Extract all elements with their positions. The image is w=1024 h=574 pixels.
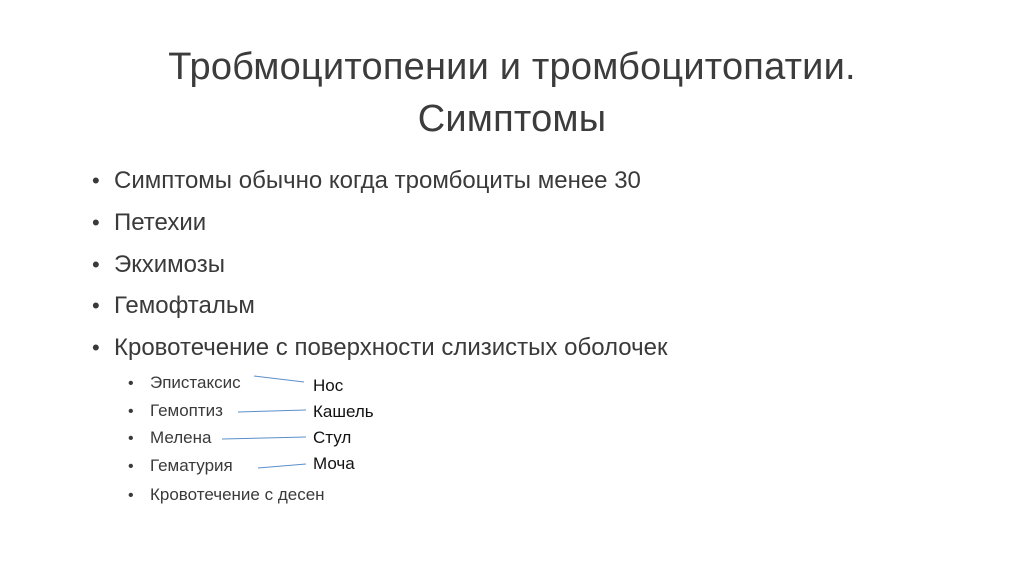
- bullet-item: [92, 250, 225, 280]
- bullet-dot-icon: •: [92, 335, 100, 360]
- bullet-item: [92, 208, 206, 238]
- bullet-dot-icon: •: [128, 403, 134, 420]
- bullet-item: [92, 166, 641, 196]
- sub-bullet-item: [128, 455, 233, 478]
- annotation-text: Кашель: [313, 402, 374, 421]
- bullet-item: [92, 333, 667, 363]
- sub-bullet-item: [128, 400, 223, 423]
- bullet-dot-icon: •: [128, 430, 134, 447]
- connector-line: [258, 464, 306, 468]
- sub-bullet-text: Гемоптиз: [150, 401, 223, 420]
- bullet-dot-icon: •: [128, 375, 134, 392]
- bullet-dot-icon: •: [92, 210, 100, 235]
- sub-bullet-text: Эпистаксис: [150, 373, 241, 392]
- sub-bullet-text: Гематурия: [150, 456, 233, 475]
- bullet-dot-icon: •: [128, 487, 134, 504]
- bullet-text: Симптомы обычно когда тромбоциты менее 30: [114, 167, 641, 194]
- connector-line: [254, 376, 304, 382]
- sub-bullet-text: Мелена: [150, 428, 212, 447]
- bullet-text: Кровотечение с поверхности слизистых оболочек: [114, 334, 668, 361]
- bullet-text: Гемофтальм: [114, 292, 255, 319]
- connector-line: [238, 410, 306, 412]
- bullet-dot-icon: •: [92, 293, 100, 318]
- connector-line: [222, 437, 306, 439]
- bullet-dot-icon: •: [92, 252, 100, 277]
- sub-bullet-item: [128, 372, 241, 395]
- slide-title-line-2: Симптомы: [417, 98, 607, 140]
- annotation-text: Моча: [313, 454, 355, 473]
- bullet-dot-icon: •: [92, 168, 100, 193]
- bullet-dot-icon: •: [128, 458, 134, 475]
- sub-bullet-item: [128, 427, 211, 450]
- sub-bullet-item: [128, 484, 325, 507]
- bullet-text: Экхимозы: [114, 251, 225, 278]
- annotation-text: Нос: [313, 376, 344, 395]
- sub-bullet-text: Кровотечение с десен: [150, 485, 325, 504]
- slide-title-line-1: Тробмоцитопении и тромбоцитопатии.: [168, 46, 856, 88]
- annotation-text: Стул: [313, 428, 352, 447]
- bullet-item: [92, 291, 255, 321]
- bullet-text: Петехии: [114, 209, 207, 236]
